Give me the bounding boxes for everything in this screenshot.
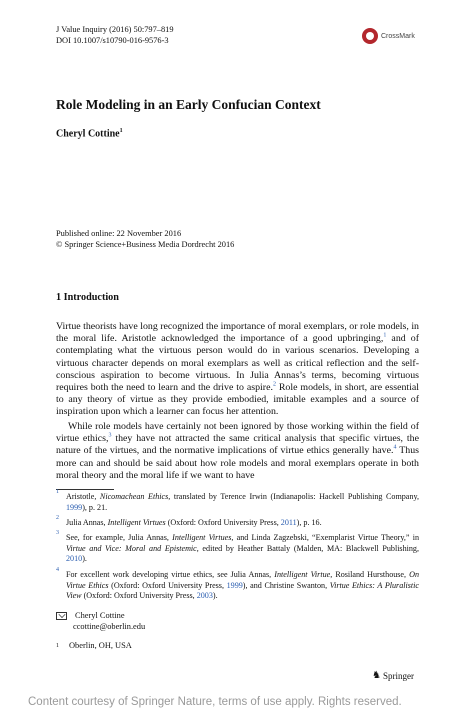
journal-header — [56, 25, 174, 46]
journal-citation: J Value Inquiry (2016) 50:797–819 — [56, 25, 174, 34]
paragraph-1-text-c: Role models, in short, are essential to any theory of virtue as they provide embodied, imitable examples and a source of inspiration upon which a learner can focus her attention. — [56, 382, 420, 418]
footnote-ref-3[interactable]: 3 — [108, 432, 112, 439]
author-affiliation-mark: 1 — [119, 128, 123, 134]
footnote-2: 2 Julia Annas, Intelligent Virtues (Oxford: Oxford University Press, 2011), p. 16. — [56, 515, 322, 527]
springer-horse-icon: ♞ — [372, 670, 381, 681]
footnote-ref-4[interactable]: 4 — [393, 445, 397, 452]
section-heading: 1 Introduction — [56, 292, 119, 303]
paragraph-1-text-b: and of contemplating what the virtuous person would do in various scenarios. Developing a virtuous character depends on moral exemplars as well as critical reflection and the self-conscious aspiration to become virtuous. In Julia Annas’s terms, becoming virtuous requires both the need to learn and the drive to aspire. — [56, 333, 420, 394]
paragraph-1-text-a: Virtue theorists have long recognized the importance of moral exemplars, or role models, in the moral life. Aristotle acknowledged the importance of a good upbringing, — [56, 321, 419, 345]
author-name: Cheryl Cottine — [56, 128, 120, 140]
citation-year-link[interactable]: 2003 — [196, 591, 213, 601]
footnote-1: 1 Aristotle, Nicomachean Ethics, translated by Terence Irwin (Indianapolis: Hackell Publishing Company, 1999), p. 21. — [56, 489, 419, 512]
publication-info — [56, 229, 234, 250]
article-title: Role Modeling in an Early Confucian Context — [56, 97, 321, 112]
crossmark-icon — [362, 28, 378, 44]
courtesy-notice: Content courtesy of Springer Nature, terms of use apply. Rights reserved. — [28, 696, 402, 708]
paragraph-2-text-c: Thus more can and should be said about how role models and moral exemplars operate in both moral theory and the moral life if we want to have — [56, 445, 419, 481]
citation-year-link[interactable]: 1999 — [226, 580, 243, 590]
affiliation-number: 1 — [56, 643, 59, 649]
citation-year-link[interactable]: 2011 — [280, 518, 297, 527]
citation-year-link[interactable]: 2010 — [66, 554, 83, 564]
footnote-ref-1[interactable]: 1 — [383, 332, 387, 339]
paragraph-2-text-a: While role models have certainly not been ignored by those working within the field of virtue ethics, — [56, 421, 419, 445]
published-online: Published online: 22 November 2016 — [56, 229, 182, 238]
affiliation-place: Oberlin, OH, USA — [69, 641, 132, 650]
affiliation — [56, 641, 132, 652]
springer-logo — [372, 670, 414, 681]
footnote-divider — [56, 489, 114, 490]
citation-year-link[interactable]: 1999 — [66, 502, 83, 512]
footnote-ref-2[interactable]: 2 — [272, 381, 276, 388]
springer-wordmark: Springer — [382, 670, 414, 681]
paragraph-1 — [56, 321, 419, 419]
corresponding-author — [56, 611, 145, 632]
contact-email[interactable]: ccottine@oberlin.edu — [73, 621, 146, 631]
contact-name: Cheryl Cottine — [75, 611, 125, 620]
paragraph-2 — [56, 421, 419, 482]
paragraph-2-text-b: they have not attracted the same critical analysis that specific virtues, the nature of the virtues, and the normative implications of virtue ethics generally have. — [56, 433, 419, 457]
author-line — [56, 128, 123, 139]
footnote-3: 3 See, for example, Julia Annas, Intelligent Virtues, and Linda Zagzebski, “Exemplarist Virtue Theory,” in Virtue and Vice: Moral and Epistemic, edited by Heather Battaly (Malden, MA: Blackwell Publishing, 2010). — [56, 530, 419, 564]
envelope-icon — [56, 612, 67, 620]
crossmark-label: CrossMark — [381, 32, 415, 40]
crossmark-badge[interactable] — [362, 28, 415, 44]
footnote-4: 4 For excellent work developing virtue ethics, see Julia Annas, Intelligent Virtue, Rosiland Hursthouse, On Virtue Ethics (Oxford: Oxford University Press, 1999), and Christine Swanton, Virtue Ethics: A Pluralistic View (Oxford: Oxford University Press, 2003). — [56, 567, 420, 601]
copyright-line: © Springer Science+Business Media Dordrecht 2016 — [56, 239, 235, 249]
doi-line: DOI 10.1007/s10790-016-9576-3 — [56, 35, 169, 45]
